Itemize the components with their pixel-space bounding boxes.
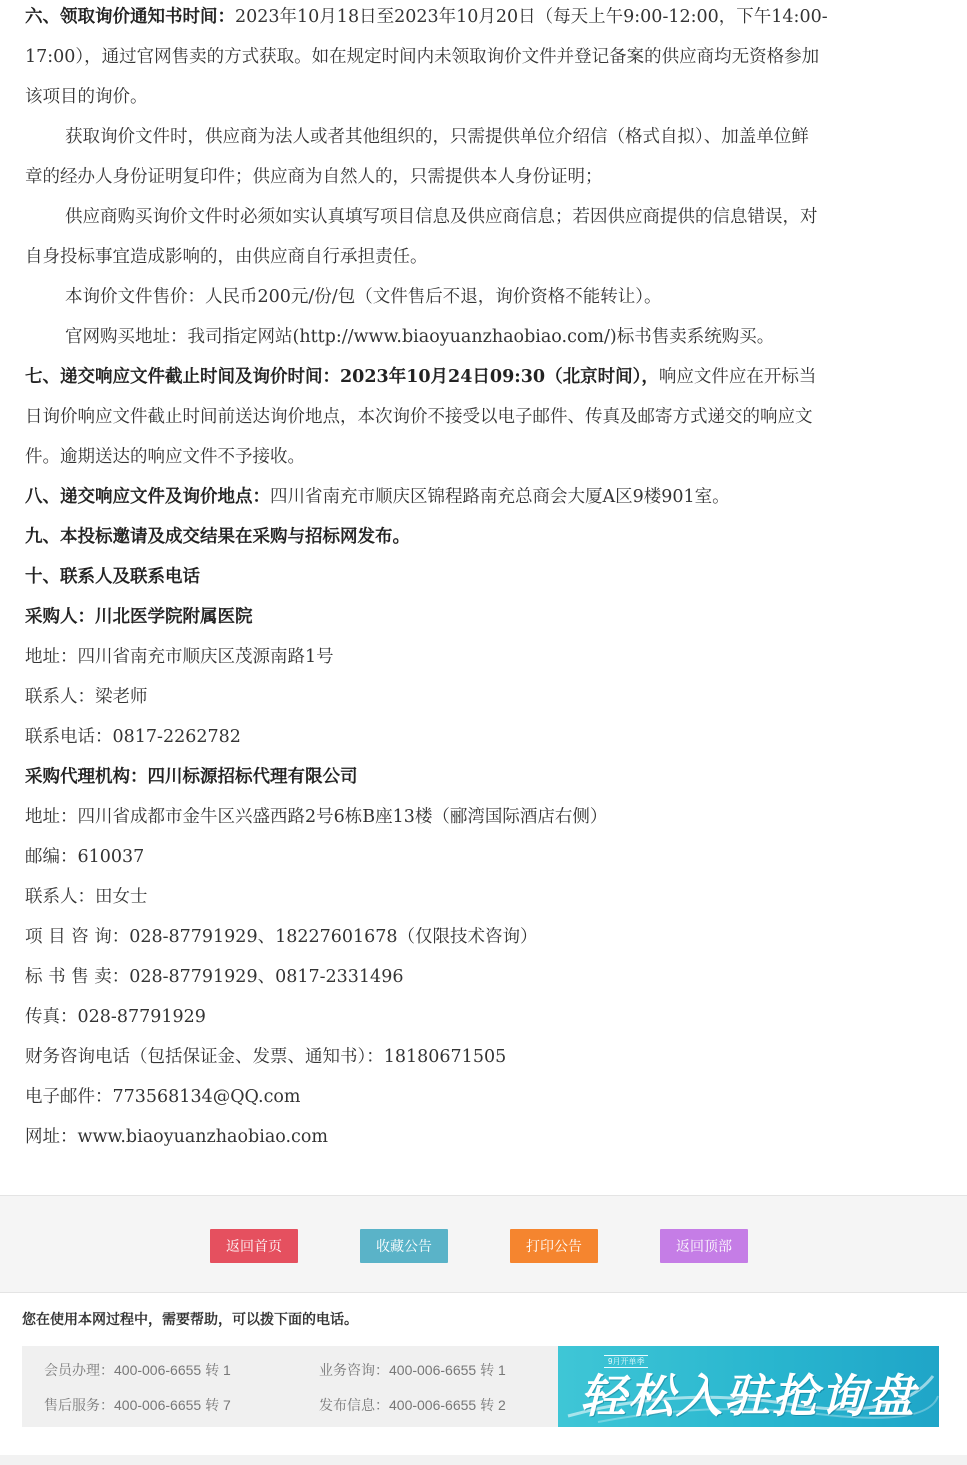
text-line	[25, 957, 403, 997]
line-text: 日询价响应文件截止时间前送达询价地点，本次询价不接受以电子邮件、传真及邮寄方式递交的响应文	[25, 407, 813, 427]
line-text: 17:00），通过官网售卖的方式获取。如在规定时间内未领取询价文件并登记备案的供应商均无资格参加	[25, 47, 820, 67]
publish-phone: 发布信息：400-006-6655 转 2	[319, 1397, 506, 1413]
text-line	[25, 757, 358, 797]
back-to-top-button[interactable]: 返回顶部	[660, 1229, 748, 1263]
bottom-strip	[0, 1455, 967, 1465]
line-text: 四川省南充市顺庆区锦程路南充总商会大厦A区9楼901室。	[270, 487, 730, 507]
text-line	[25, 557, 200, 597]
text-line	[25, 797, 607, 837]
phone-list	[22, 1346, 558, 1427]
line-text: 地址：四川省南充市顺庆区茂源南路1号	[25, 647, 334, 667]
banner-slogan: 轻松入驻抢询盘	[580, 1369, 916, 1423]
text-line	[25, 1077, 301, 1117]
text-line	[65, 317, 774, 357]
section-heading: 采购代理机构：四川标源招标代理有限公司	[25, 767, 358, 787]
line-text: 网址：www.biaoyuanzhaobiao.com	[25, 1127, 328, 1147]
text-line	[25, 917, 538, 957]
help-text: 您在使用本网过程中，需要帮助，可以拨下面的电话。	[22, 1311, 358, 1327]
section-heading: 十、联系人及联系电话	[25, 567, 200, 587]
line-text: 件。逾期送达的响应文件不予接收。	[25, 447, 305, 467]
text-line	[25, 677, 148, 717]
text-line	[25, 1117, 328, 1157]
text-line	[65, 197, 818, 237]
text-line	[25, 997, 206, 1037]
line-text: 联系电话：0817-2262782	[25, 727, 241, 747]
text-line	[25, 237, 428, 277]
line-text: 该项目的询价。	[25, 87, 148, 107]
footer	[0, 1293, 967, 1465]
section-heading: 采购人：川北医学院附属医院	[25, 607, 253, 627]
back-home-button[interactable]: 返回首页	[210, 1229, 298, 1263]
text-line	[25, 77, 148, 117]
line-text: 供应商购买询价文件时必须如实认真填写项目信息及供应商信息；若因供应商提供的信息错误，对	[65, 207, 818, 227]
text-line	[65, 117, 809, 157]
text-line	[65, 277, 661, 317]
line-text: 财务咨询电话（包括保证金、发票、通知书）：18180671505	[25, 1047, 507, 1067]
section-heading: 八、递交响应文件及询价地点：	[25, 487, 270, 507]
line-text: 自身投标事宜造成影响的，由供应商自行承担责任。	[25, 247, 428, 267]
text-line	[25, 0, 828, 37]
text-line	[25, 517, 410, 557]
text-line	[25, 717, 241, 757]
section-heading: 九、本投标邀请及成交结果在采购与招标网发布。	[25, 527, 410, 547]
line-text: 地址：四川省成都市金牛区兴盛西路2号6栋B座13楼（郦湾国际酒店右侧）	[25, 807, 608, 827]
text-line	[25, 397, 813, 437]
line-text: 标 书 售 卖：028-87791929、0817-2331496	[25, 967, 404, 987]
line-text: 本询价文件售价：人民币200元/份/包（文件售后不退，询价资格不能转让）。	[65, 287, 662, 307]
line-text: 获取询价文件时，供应商为法人或者其他组织的，只需提供单位介绍信（格式自拟）、加盖单位鲜	[65, 127, 809, 147]
banner-tag: 9月开单季	[604, 1355, 648, 1368]
member-phone: 会员办理：400-006-6655 转 1	[44, 1362, 231, 1378]
line-text: 2023年10月18日至2023年10月20日（每天上午9:00-12:00，下午14:00-	[235, 7, 828, 27]
print-notice-button[interactable]: 打印公告	[510, 1229, 598, 1263]
aftersale-phone: 售后服务：400-006-6655 转 7	[44, 1397, 231, 1413]
line-text: 联系人：梁老师	[25, 687, 148, 707]
text-line	[25, 837, 144, 877]
text-line	[25, 477, 730, 517]
text-line	[25, 357, 816, 397]
line-text: 项 目 咨 询：028-87791929、18227601678（仅限技术咨询）	[25, 927, 538, 947]
line-text: 邮编：610037	[25, 847, 145, 867]
text-line	[25, 597, 253, 637]
line-text: 响应文件应在开标当	[658, 367, 817, 387]
promo-banner[interactable]	[558, 1346, 939, 1427]
business-phone: 业务咨询：400-006-6655 转 1	[319, 1362, 506, 1378]
text-line	[25, 157, 603, 197]
line-text: 传真：028-87791929	[25, 1007, 206, 1027]
text-line	[25, 877, 148, 917]
line-text: 联系人：田女士	[25, 887, 148, 907]
line-text: 电子邮件：773568134@QQ.com	[25, 1087, 301, 1107]
text-line	[25, 437, 305, 477]
line-text: 官网购买地址：我司指定网站(http://www.biaoyuanzhaobiao.com/)标书售卖系统购买。	[65, 327, 775, 347]
text-line	[25, 1037, 506, 1077]
favorite-notice-button[interactable]: 收藏公告	[360, 1229, 448, 1263]
text-line	[25, 37, 819, 77]
section-heading: 六、领取询价通知书时间：	[25, 7, 235, 27]
action-bar	[0, 1196, 967, 1292]
section-heading: 七、递交响应文件截止时间及询价时间：2023年10月24日09:30（北京时间），	[25, 367, 659, 387]
line-text: 章的经办人身份证明复印件；供应商为自然人的，只需提供本人身份证明；	[25, 167, 603, 187]
text-line	[25, 637, 334, 677]
